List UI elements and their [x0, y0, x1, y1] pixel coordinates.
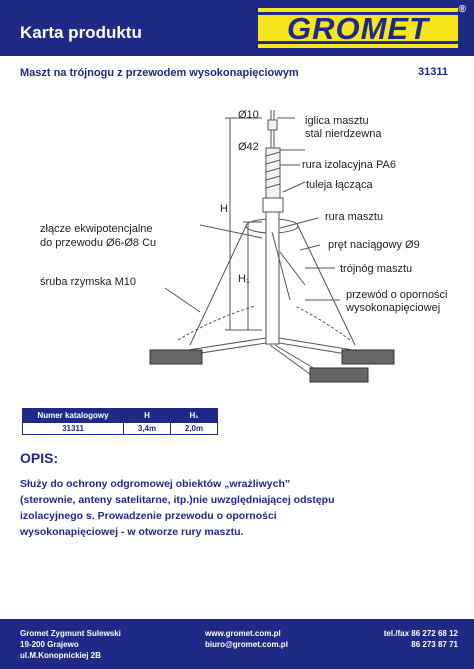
spec-table: [22, 408, 218, 435]
leader-line: [283, 182, 305, 192]
label-connector: złącze ekwipotencjalne: [40, 223, 153, 235]
phone-fax: tel./fax 86 272 68 12: [383, 629, 458, 638]
table-cell: 2,0m: [171, 423, 218, 435]
label-insulating-tube: rura izolacyjna PA6: [302, 159, 396, 171]
product-title: Maszt na trójnogu z przewodem wysokonapięciowym: [20, 67, 299, 79]
phone-info: [384, 628, 458, 650]
page-footer: [0, 619, 474, 669]
email-link[interactable]: biuro@gromet.com.pl: [205, 640, 288, 649]
website-link[interactable]: www.gromet.com.pl: [205, 629, 281, 638]
label-cable-2: wysokonapięciowej: [346, 302, 441, 314]
table-header-row: [23, 409, 218, 423]
column-header: H₁: [171, 409, 218, 423]
page-header: [0, 0, 474, 56]
description-text: Służy do ochrony odgromowej obiektów „wrażliwych” (sterownie, anteny satelitarne, itp.)nie uwzględniającej odstępu izolacyjnego s. Prowadzenie przewodu o oporności wysokonapięciowej - w otworze rury masztu.: [20, 478, 335, 538]
base-weight: [342, 350, 394, 364]
mast-pipe: [266, 212, 279, 344]
label-mast-pipe: rura masztu: [325, 211, 384, 223]
label-tripod: trójnóg masztu: [340, 263, 413, 275]
logo-text: GROMET: [286, 11, 430, 46]
column-header: Numer katalogowy: [23, 409, 124, 423]
gromet-logo: [258, 4, 466, 48]
description-title: OPIS:: [20, 450, 59, 466]
technical-drawing: [0, 95, 474, 405]
product-code: 31311: [418, 66, 448, 78]
table-cell: 31311: [23, 423, 124, 435]
web-info: [205, 628, 288, 650]
label-dim-h1: H₁: [238, 273, 250, 285]
cable: [280, 252, 305, 285]
table-row: [23, 423, 218, 435]
base-weight: [310, 368, 368, 382]
label-sleeve: tuleja łącząca: [306, 179, 373, 191]
label-connector-spec: do przewodu Ø6-Ø8 Cu: [40, 237, 157, 249]
company-info: [20, 628, 121, 661]
label-turnbuckle: śruba rzymska M10: [40, 276, 136, 288]
label-spike-material: stal nierdzewna: [305, 128, 382, 140]
table-cell: 3,4m: [124, 423, 171, 435]
leader-line: [165, 288, 200, 312]
guy-rod: [190, 226, 246, 345]
phone-2: 86 273 87 71: [411, 640, 458, 649]
label-phi42: Ø42: [238, 141, 259, 153]
label-guy-rod: pręt naciągowy Ø9: [328, 239, 420, 251]
registered-mark: ®: [458, 4, 466, 15]
leader-line: [300, 245, 320, 250]
company-street: ul.M.Konopnickiej 2B: [20, 651, 101, 660]
company-city: 19-200 Grajewo: [20, 640, 79, 649]
label-cable: przewód o oporności: [346, 289, 448, 301]
spike-cap: [268, 120, 277, 130]
column-header: H: [124, 409, 171, 423]
company-name: Gromet Zygmunt Sulewski: [20, 629, 121, 638]
connecting-sleeve: [263, 198, 283, 212]
base-weight: [150, 350, 202, 364]
page-title: Karta produktu: [20, 23, 142, 42]
ground-cable: [178, 306, 255, 340]
label-dim-h: H: [220, 203, 228, 215]
label-phi10: Ø10: [238, 109, 259, 121]
label-spike: iglica masztu: [305, 115, 369, 127]
ground-cable: [295, 306, 350, 340]
